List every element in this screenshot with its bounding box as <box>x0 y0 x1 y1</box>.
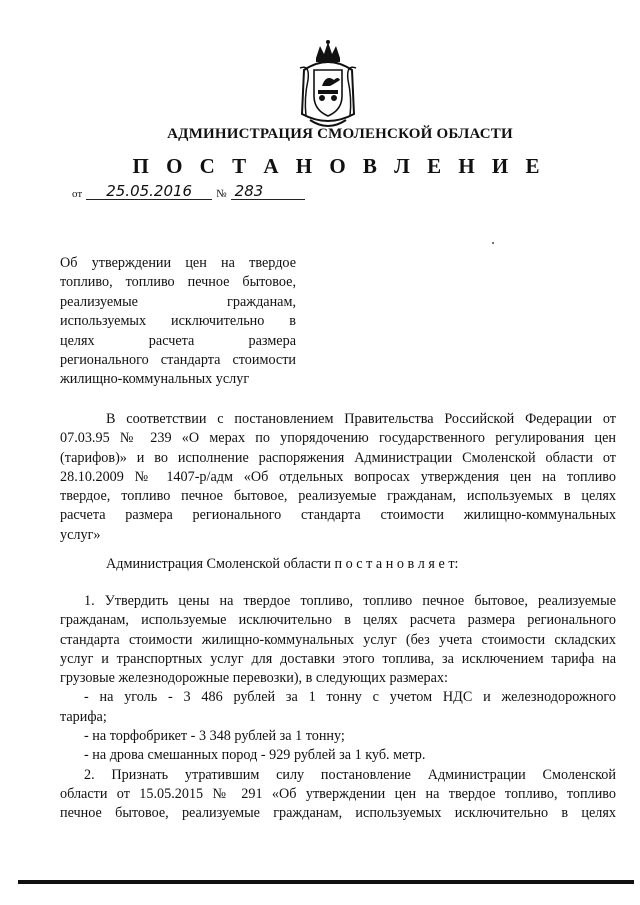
document-number: 283 <box>231 183 305 200</box>
scan-border-bar <box>18 880 634 884</box>
subject-line: жилищно-коммунальных услуг <box>60 371 250 388</box>
preamble-line: 07.03.95 № 239 «О мерах по упорядочению государственного регулирования цен <box>60 430 616 447</box>
preamble-line: 28.10.2009 № 1407-р/адм «Об отдельных вопросах утверждения цен на топливо <box>60 468 616 485</box>
resolves-paragraph <box>60 555 616 574</box>
subject-line: топливо, топливо печное бытовое, <box>60 274 296 291</box>
number-prefix: № <box>216 188 227 200</box>
subject-line: реализуемые гражданам, <box>60 293 296 310</box>
preamble-line: В соответствии с постановлением Правительства Российской Федерации от <box>106 411 616 427</box>
document-type-title: П О С Т А Н О В Л Е Н И Е <box>132 154 546 178</box>
item-line: услуг и транспортных услуг для доставки этого топлива, за исключением тарифа на <box>60 650 616 667</box>
item-line: стандарта стоимости жилищно-коммунальных услуг (без учета стоимости складских <box>60 631 616 648</box>
item-line: - на уголь - 3 486 рублей за 1 тонну с учетом НДС и железнодорожного <box>84 689 616 706</box>
organization-title: АДМИНИСТРАЦИЯ СМОЛЕНСКОЙ ОБЛАСТИ <box>167 126 513 142</box>
preamble-paragraph <box>60 410 616 545</box>
preamble-line: твердое, топливо печное бытовое, реализуемые гражданам, используемых в целях <box>60 488 616 505</box>
subject-line: регионального стандарта стоимости <box>60 352 296 369</box>
document-date: 25.05.2016 <box>86 183 212 200</box>
scan-mark <box>492 242 494 244</box>
coat-of-arms-icon <box>296 40 360 130</box>
document-subject <box>60 254 296 390</box>
preamble-line: услуг» <box>60 526 101 543</box>
item-line: 1. Утвердить цены на твердое топливо, топливо печное бытовое, реализуемые <box>84 593 616 609</box>
preamble-line: (тарифов)» и во исполнение распоряжения Администрации Смоленской области от <box>60 449 616 466</box>
items-paragraph <box>60 592 616 824</box>
subject-line: Об утверждении цен на твердое <box>60 255 296 271</box>
item-line: - на торфобрикет - 3 348 рублей за 1 тонну; <box>84 728 345 745</box>
item-line: печное бытовое, реализуемые гражданам, используемых исключительно в целях <box>60 805 616 822</box>
preamble-line: расчета размера регионального стандарта стоимости жилищно-коммунальных <box>60 507 616 524</box>
resolves-line: Администрация Смоленской области п о с т а н о в л я е т: <box>106 556 459 572</box>
item-line: области от 15.05.2015 № 291 «Об утверждении цен на твердое топливо, топливо <box>60 785 616 802</box>
date-number-line <box>72 183 305 200</box>
date-prefix: от <box>72 188 83 200</box>
item-line: 2. Признать утратившим силу постановление Администрации Смоленской <box>84 766 616 783</box>
item-line: гражданам, используемые исключительно в целях расчета размера регионального <box>60 612 616 629</box>
item-line: грузовые железнодорожные перевозки), в следующих размерах: <box>60 670 448 687</box>
item-line: тарифа; <box>60 708 107 725</box>
item-line: - на дрова смешанных пород - 929 рублей за 1 куб. метр. <box>84 747 426 764</box>
subject-line: целях расчета размера <box>60 332 296 349</box>
subject-line: используемых исключительно в <box>60 313 296 330</box>
